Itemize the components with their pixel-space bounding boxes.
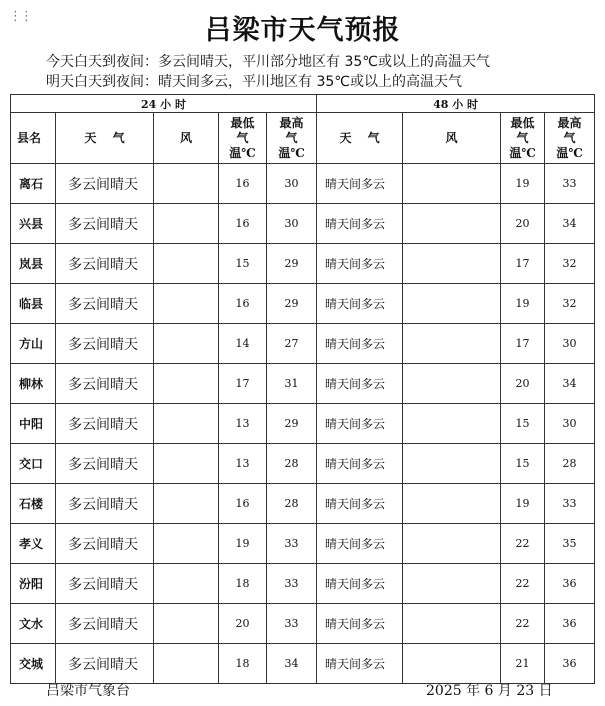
wind-48h-cell: [403, 284, 501, 324]
max-temp-24h-cell: 31: [267, 364, 317, 404]
wind-24h-cell: [154, 484, 219, 524]
max-temp-24h-cell: 29: [267, 284, 317, 324]
county-cell: 中阳: [11, 404, 56, 444]
min-temp-24h-cell: 13: [219, 404, 267, 444]
wind-48h-cell: [403, 364, 501, 404]
issue-date: 2025 年 6 月 23 日: [426, 683, 553, 699]
table-row: [11, 644, 595, 684]
weather-48h-header: 天 气: [317, 113, 403, 164]
min-temp-24h-header: 最低 气 温℃: [219, 113, 267, 164]
weather-24h-cell: 多云间晴天: [56, 484, 154, 524]
wind-24h-cell: [154, 244, 219, 284]
table-row: [11, 244, 595, 284]
max-temp-48h-cell: 36: [545, 564, 595, 604]
county-cell: 孝义: [11, 524, 56, 564]
min-temp-48h-cell: 17: [501, 244, 545, 284]
min-temp-48h-header: 最低 气 温℃: [501, 113, 545, 164]
min-temp-48h-cell: 19: [501, 484, 545, 524]
table-row: [11, 284, 595, 324]
weather-48h-cell: 晴天间多云: [317, 484, 403, 524]
wind-48h-cell: [403, 244, 501, 284]
wind-48h-cell: [403, 444, 501, 484]
weather-24h-cell: 多云间晴天: [56, 364, 154, 404]
max-temp-24h-cell: 30: [267, 164, 317, 204]
wind-24h-cell: [154, 164, 219, 204]
wind-24h-cell: [154, 564, 219, 604]
wind-24h-cell: [154, 364, 219, 404]
min-temp-24h-cell: 16: [219, 204, 267, 244]
min-temp-48h-cell: 19: [501, 164, 545, 204]
max-temp-48h-cell: 28: [545, 444, 595, 484]
wind-24h-cell: [154, 204, 219, 244]
max-temp-24h-cell: 29: [267, 244, 317, 284]
min-temp-24h-cell: 16: [219, 284, 267, 324]
max-temp-48h-cell: 32: [545, 284, 595, 324]
max-temp-48h-cell: 36: [545, 644, 595, 684]
weather-24h-cell: 多云间晴天: [56, 644, 154, 684]
wind-48h-cell: [403, 564, 501, 604]
weather-48h-cell: 晴天间多云: [317, 524, 403, 564]
min-temp-24h-cell: 13: [219, 444, 267, 484]
today-summary: 今天白天到夜间：多云间晴天，平川部分地区有 35℃或以上的高温天气: [46, 54, 490, 70]
weather-24h-cell: 多云间晴天: [56, 564, 154, 604]
max-temp-24h-cell: 33: [267, 524, 317, 564]
county-cell: 临县: [11, 284, 56, 324]
wind-48h-cell: [403, 324, 501, 364]
weather-48h-cell: 晴天间多云: [317, 284, 403, 324]
min-temp-48h-cell: 20: [501, 204, 545, 244]
max-temp-48h-cell: 34: [545, 364, 595, 404]
county-cell: 离石: [11, 164, 56, 204]
weather-24h-header: 天 气: [56, 113, 154, 164]
min-temp-24h-cell: 16: [219, 484, 267, 524]
wind-24h-cell: [154, 404, 219, 444]
wind-48h-cell: [403, 644, 501, 684]
weather-48h-cell: 晴天间多云: [317, 364, 403, 404]
forecast-table: [10, 94, 595, 684]
min-temp-48h-cell: 21: [501, 644, 545, 684]
weather-24h-cell: 多云间晴天: [56, 164, 154, 204]
max-temp-48h-cell: 35: [545, 524, 595, 564]
wind-48h-cell: [403, 204, 501, 244]
wind-48h-cell: [403, 484, 501, 524]
weather-24h-cell: 多云间晴天: [56, 404, 154, 444]
max-temp-24h-cell: 33: [267, 604, 317, 644]
weather-48h-cell: 晴天间多云: [317, 564, 403, 604]
county-cell: 兴县: [11, 204, 56, 244]
table-row: [11, 404, 595, 444]
wind-24h-cell: [154, 644, 219, 684]
table-row: [11, 484, 595, 524]
table-row: [11, 364, 595, 404]
max-temp-48h-cell: 32: [545, 244, 595, 284]
max-temp-24h-header: 最高 气 温℃: [267, 113, 317, 164]
weather-24h-cell: 多云间晴天: [56, 324, 154, 364]
county-cell: 交口: [11, 444, 56, 484]
min-temp-24h-cell: 14: [219, 324, 267, 364]
wind-24h-cell: [154, 444, 219, 484]
weather-24h-cell: 多云间晴天: [56, 284, 154, 324]
min-temp-24h-cell: 17: [219, 364, 267, 404]
wind-24h-cell: [154, 324, 219, 364]
county-cell: 石楼: [11, 484, 56, 524]
county-cell: 方山: [11, 324, 56, 364]
min-temp-48h-cell: 15: [501, 404, 545, 444]
max-temp-24h-cell: 28: [267, 444, 317, 484]
max-temp-24h-cell: 29: [267, 404, 317, 444]
max-temp-24h-cell: 27: [267, 324, 317, 364]
period-48h-header: 48 小 时: [317, 95, 595, 113]
table-row: [11, 164, 595, 204]
wind-48h-cell: [403, 404, 501, 444]
county-cell: 岚县: [11, 244, 56, 284]
forecast-rows: [11, 164, 595, 684]
weather-48h-cell: 晴天间多云: [317, 324, 403, 364]
max-temp-48h-cell: 30: [545, 324, 595, 364]
min-temp-48h-cell: 17: [501, 324, 545, 364]
max-temp-24h-cell: 34: [267, 644, 317, 684]
drag-handle-icon[interactable]: ⋮⋮: [9, 9, 31, 24]
max-temp-48h-cell: 33: [545, 164, 595, 204]
max-temp-48h-cell: 33: [545, 484, 595, 524]
max-temp-48h-header: 最高 气 温℃: [545, 113, 595, 164]
wind-24h-cell: [154, 284, 219, 324]
weather-24h-cell: 多云间晴天: [56, 604, 154, 644]
weather-48h-cell: 晴天间多云: [317, 644, 403, 684]
weather-48h-cell: 晴天间多云: [317, 204, 403, 244]
min-temp-24h-cell: 20: [219, 604, 267, 644]
weather-48h-cell: 晴天间多云: [317, 164, 403, 204]
county-cell: 文水: [11, 604, 56, 644]
wind-24h-cell: [154, 524, 219, 564]
table-row: [11, 524, 595, 564]
min-temp-48h-cell: 22: [501, 564, 545, 604]
table-row: [11, 604, 595, 644]
wind-24h-header: 风: [154, 113, 219, 164]
min-temp-24h-cell: 16: [219, 164, 267, 204]
max-temp-48h-cell: 34: [545, 204, 595, 244]
wind-48h-header: 风: [403, 113, 501, 164]
max-temp-48h-cell: 36: [545, 604, 595, 644]
weather-24h-cell: 多云间晴天: [56, 244, 154, 284]
weather-48h-cell: 晴天间多云: [317, 604, 403, 644]
wind-48h-cell: [403, 604, 501, 644]
wind-48h-cell: [403, 524, 501, 564]
max-temp-24h-cell: 33: [267, 564, 317, 604]
wind-24h-cell: [154, 604, 219, 644]
min-temp-48h-cell: 22: [501, 604, 545, 644]
period-24h-header: 24 小 时: [11, 95, 317, 113]
max-temp-48h-cell: 30: [545, 404, 595, 444]
weather-24h-cell: 多云间晴天: [56, 524, 154, 564]
page-title: 吕梁市天气预报: [204, 15, 401, 46]
min-temp-24h-cell: 18: [219, 564, 267, 604]
min-temp-48h-cell: 22: [501, 524, 545, 564]
county-header: 县名: [11, 113, 56, 164]
min-temp-24h-cell: 19: [219, 524, 267, 564]
wind-48h-cell: [403, 164, 501, 204]
county-cell: 交城: [11, 644, 56, 684]
max-temp-24h-cell: 28: [267, 484, 317, 524]
table-row: [11, 444, 595, 484]
weather-24h-cell: 多云间晴天: [56, 444, 154, 484]
weather-48h-cell: 晴天间多云: [317, 444, 403, 484]
weather-48h-cell: 晴天间多云: [317, 244, 403, 284]
min-temp-24h-cell: 18: [219, 644, 267, 684]
table-row: [11, 564, 595, 604]
min-temp-24h-cell: 15: [219, 244, 267, 284]
county-cell: 汾阳: [11, 564, 56, 604]
tomorrow-summary: 明天白天到夜间：晴天间多云，平川地区有 35℃或以上的高温天气: [46, 74, 462, 90]
table-row: [11, 204, 595, 244]
min-temp-48h-cell: 20: [501, 364, 545, 404]
weather-48h-cell: 晴天间多云: [317, 404, 403, 444]
weather-24h-cell: 多云间晴天: [56, 204, 154, 244]
max-temp-24h-cell: 30: [267, 204, 317, 244]
county-cell: 柳林: [11, 364, 56, 404]
table-row: [11, 324, 595, 364]
min-temp-48h-cell: 15: [501, 444, 545, 484]
min-temp-48h-cell: 19: [501, 284, 545, 324]
issuer-name: 吕梁市气象台: [46, 683, 130, 699]
